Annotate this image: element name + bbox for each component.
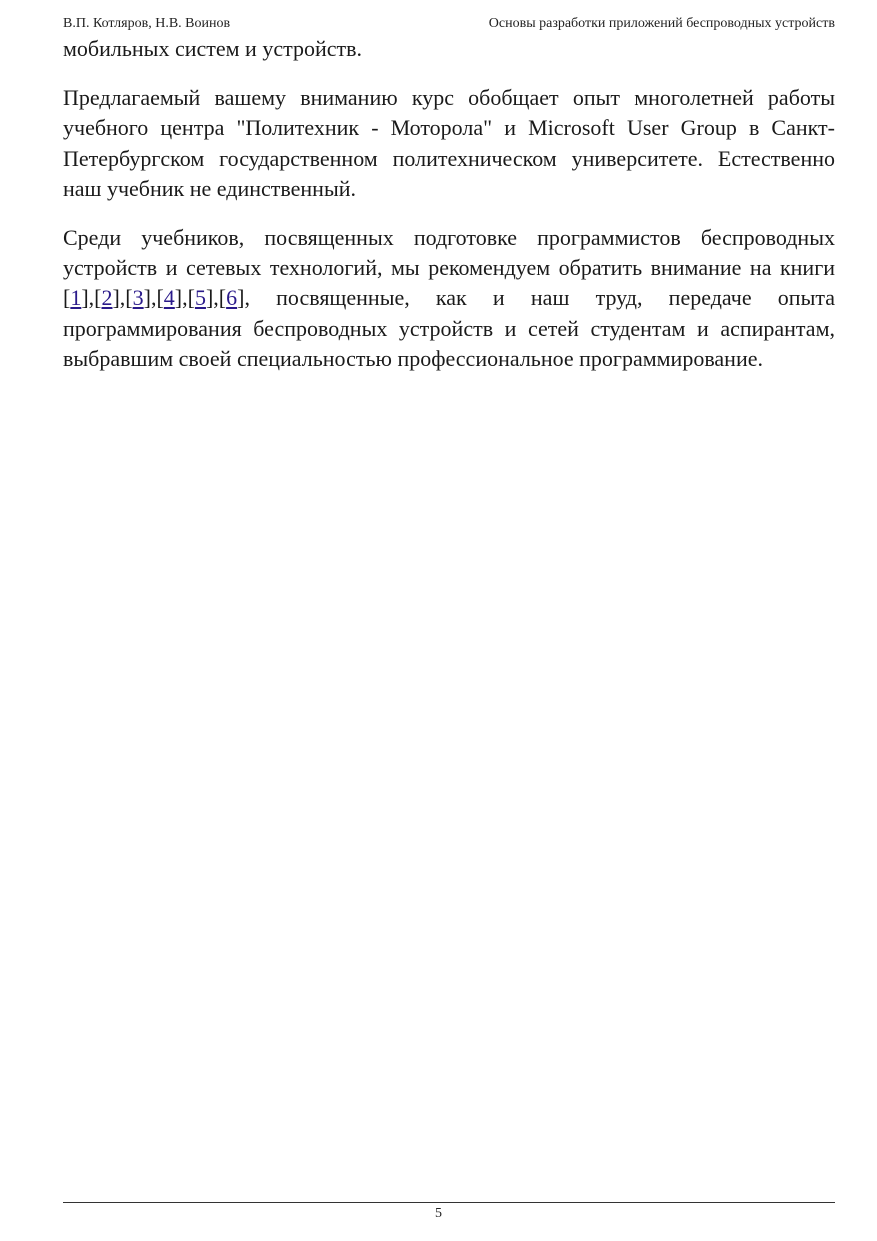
citation-link-3[interactable]: 3 xyxy=(132,285,144,311)
paragraph-recommended-books: Среди учебников, посвященных подготовке программистов беспроводных устройств и сетевых технологий, мы рекомендуем обратить внимание на книги [1],[2],[3],[4],[5],[6], посвященные, как и наш труд, передаче опыта программирования беспроводных устройств и сетей студентам и аспирантам, выбравшим своей специальностью профессиональное программирование. xyxy=(63,225,835,371)
paragraph-continuation: мобильных систем и устройств. xyxy=(63,36,363,61)
paragraph-course-intro: Предлагаемый вашему вниманию курс обобщает опыт многолетней работы учебного центра "Политехник - Моторола" и Microsoft User Group в Санкт-Петербургском государственном политехническом университете. Естественно наш учебник не единственный. xyxy=(63,85,835,201)
footer-divider xyxy=(63,1202,835,1203)
header-authors: В.П. Котляров, Н.В. Воинов xyxy=(63,16,231,31)
citation-link-5[interactable]: 5 xyxy=(194,285,206,311)
citation-link-1[interactable]: 1 xyxy=(70,285,82,311)
paragraph-text-before: Среди учебников, посвященных подготовке программистов беспроводных устройств и сетевых технологий, мы рекомендуем обратить внимание на книги xyxy=(63,225,835,281)
page-number: 5 xyxy=(435,1206,442,1221)
page-body xyxy=(63,34,835,393)
citation-link-6[interactable]: 6 xyxy=(226,285,238,311)
citation-link-2[interactable]: 2 xyxy=(101,285,113,311)
page-header xyxy=(63,16,835,36)
paragraph-text-after: , посвященные, как и наш труд, передаче опыта программирования беспроводных устройств и сетей студентам и аспирантам, выбравшим своей специальностью профессиональное программирование. xyxy=(63,285,835,371)
citation-link-4[interactable]: 4 xyxy=(163,285,175,311)
header-book-title: Основы разработки приложений беспроводных устройств xyxy=(488,16,835,31)
